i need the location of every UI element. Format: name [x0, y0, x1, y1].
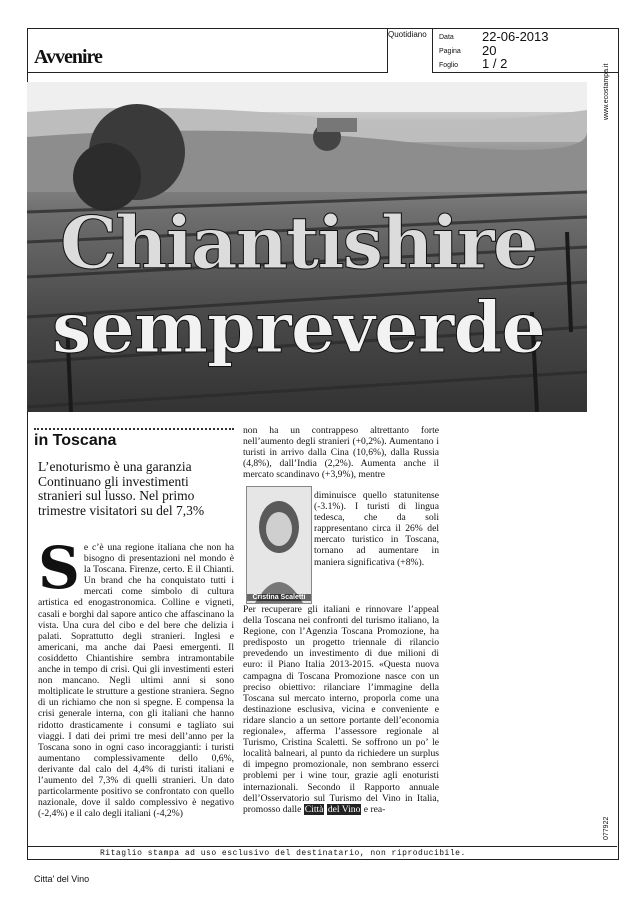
page-label: Pagina	[439, 48, 461, 55]
highlight-citta: Città	[304, 803, 324, 815]
headline-line2: sempreverde	[52, 286, 545, 369]
side-url: www.ecostampa.it	[603, 63, 610, 120]
side-code: 077922	[603, 816, 610, 840]
column-1-text: e c’è una regione italiana che non ha bisogno di presentazioni nel mondo è la Toscana. Firenze, certo. E il Chianti. Un brand che ha conquistato tutti i mercati come simbolo di cultura artistica ed enogastronomica. Colline e vigneti, casali e borghi dal sapore antico che affascinano la vista. Una cura del cibo e del bere che delizia i palati. Soprattutto degli stranieri. Inglesi e americani, ma anche dai Paesi emergenti. Il cosiddetto Chiantishire sembra intramontabile anche in tempo di crisi. Qui gli investimenti esteri non mancano. Negli ultimi anni si sono moltiplicate le strutture a gestione straniera. Segno di un richiamo che non si spegne. E compensa la crisi generale interna, con gli italiani che hanno ridotto drasticamente i consumi e tagliato sui viaggi. I dati dei primi tre mesi dell’anno per la Toscana sono in ogni caso incoraggianti: i turisti aumentano complessivamente dello 0,6%, derivante dal calo del 4,4% di turisti italiani e l’aumento del 7,3% di quelli stranieri. Un dato particolarmente positivo se confrontato con quello nazionale, dove il saldo complessivo è negativo (-2,4%) e il calo degli italiani (-4,2%)	[38, 542, 234, 820]
footer-rule	[27, 846, 617, 847]
footer-source: Citta' del Vino	[34, 874, 90, 884]
sheet-label: Foglio	[439, 62, 459, 69]
column-2-main-text	[243, 604, 439, 815]
article-column-2-beside	[314, 490, 439, 568]
page-value: 20	[482, 43, 497, 58]
section-divider	[34, 428, 234, 430]
portrait-illustration	[247, 487, 311, 603]
article-column-1	[38, 534, 234, 820]
date-label: Data	[439, 34, 454, 41]
column-2-top-text: non ha un contrappeso altrettanto forte nell’aumento degli stranieri (+0,2%). Aumentano i turisti in arrivo dalla Cina (10,6%), dalla Russia (4,8%), dall’India (2,2%). Aumenta anche il mercato scandinavo (+3,9%), mentre	[243, 425, 439, 481]
masthead: Avvenire	[34, 46, 102, 68]
section-label: in Toscana	[34, 432, 117, 449]
article-column-2-top	[243, 425, 439, 480]
sheet-value: 1 / 2	[482, 56, 508, 71]
summary-deck: L’enoturismo è una garanzia Continuano gli investimenti stranieri sul lusso. Nel primo trimestre visitatori su del 7,3%	[38, 459, 205, 518]
date-value: 22-06-2013	[482, 29, 549, 44]
portrait-photo	[246, 486, 312, 604]
highlight-del-vino: del Vino	[327, 803, 361, 815]
drop-cap: S	[38, 534, 80, 602]
portrait-caption: Cristina Scaletti	[247, 594, 311, 601]
footer-note: Ritaglio stampa ad uso esclusivo del destinatario, non riproducibile.	[100, 849, 466, 858]
article-column-2-main	[243, 604, 439, 815]
column-2-main-post: e rea-	[361, 803, 386, 815]
publication-type: Quotidiano	[388, 30, 427, 39]
column-2-main-pre: Per recuperare gli italiani e rinnovare l’appeal della Toscana nei confronti del turismo italiano, la Regione, con l’Agenzia Toscana Promozione, ha predisposto un progetto triennale di rilancio prevedendo un investimento di due milioni di euro: il Piano Italia 2013-2015. «Questa nuova campagna di Toscana Promozione nasce con un preciso obiettivo: rilanciare l’immagine della Toscana sul mercato interno, proporla come una destinazione esclusiva, vicina e conveniente e ridare slancio a un settore portante dell’economia regionale», afferma l’assessore regionale al Turismo, Cristina Scaletti. Se soffrono un po’ le località balneari, al punto da richiedere un surplus di impegno promozionale, non sembrano esserci problemi per i wine tour, grazie agli enoturisti internazionali. Secondo il Rapporto annuale dell’Osservatorio sul Turismo del Vino in Italia, promosso dalle	[243, 604, 439, 815]
headline-line1: Chiantishire	[60, 200, 537, 285]
column-2-beside-text: diminuisce quello statunitense (-3.1%). I turisti di lingua tedesca, che da soli rappresentano circa il 26% del mercato turistico in Toscana, tornano ad aumentare in maniera significativa (+8%).	[314, 490, 439, 568]
